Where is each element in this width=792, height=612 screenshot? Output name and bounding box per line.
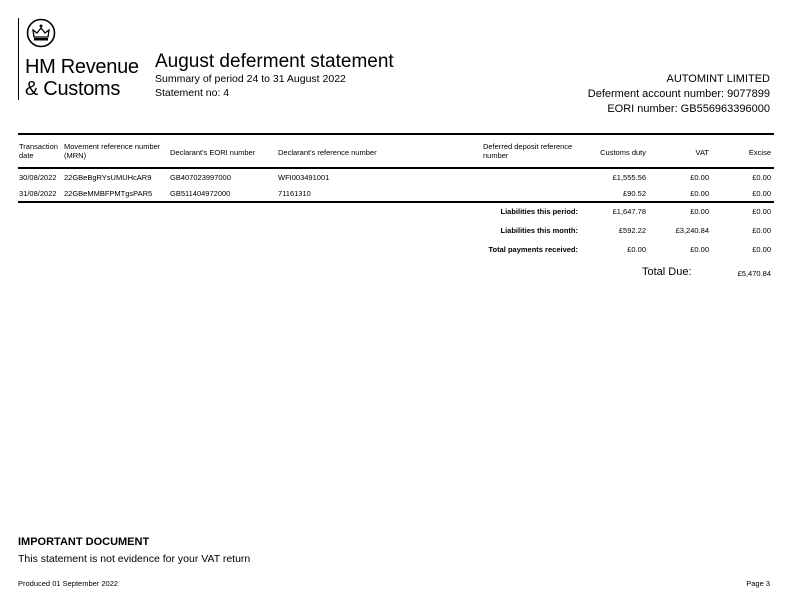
total-due-value: £5,470.84 <box>737 269 771 278</box>
statement-meta <box>155 72 346 100</box>
row-mrn: 22GBeBgRYsUMUHcAR9 <box>64 173 152 182</box>
month-customs-duty: £592.22 <box>618 226 646 235</box>
header-transaction-date: Transaction date <box>19 142 58 160</box>
row-vat: £0.00 <box>690 173 709 182</box>
header-bottom-rule <box>18 167 774 169</box>
page-title: August deferment statement <box>155 51 394 72</box>
header-customs-duty: Customs duty <box>600 148 646 157</box>
eori-number: EORI number: GB556963396000 <box>607 103 770 115</box>
month-excise: £0.00 <box>752 226 771 235</box>
table-bottom-rule <box>18 201 774 203</box>
month-label: Liabilities this month: <box>500 226 578 235</box>
statement-number: Statement no: 4 <box>155 87 230 99</box>
period-label: Liabilities this period: <box>500 207 578 216</box>
total-due-label: Total Due: <box>642 266 692 278</box>
payments-excise: £0.00 <box>752 245 771 254</box>
period-excise: £0.00 <box>752 207 771 216</box>
period-summary: Summary of period 24 to 31 August 2022 <box>155 73 346 85</box>
header-deposit-ref: Deferred deposit reference number <box>483 142 573 160</box>
header-vat: VAT <box>695 148 709 157</box>
deferment-account: Deferment account number: 9077899 <box>587 88 770 100</box>
period-vat: £0.00 <box>690 207 709 216</box>
row-customs-duty: £1,555.56 <box>612 173 646 182</box>
brand-line-2: & Customs <box>25 78 121 100</box>
payments-label: Total payments received: <box>488 245 578 254</box>
period-customs-duty: £1,647.78 <box>612 207 646 216</box>
row-eori: GB407023997000 <box>170 173 231 182</box>
row-excise: £0.00 <box>752 173 771 182</box>
page-number: Page 3 <box>746 579 770 588</box>
payments-vat: £0.00 <box>690 245 709 254</box>
header-excise: Excise <box>748 148 771 157</box>
table-top-rule <box>18 133 774 135</box>
logo-divider <box>18 18 19 100</box>
row-vat: £0.00 <box>690 189 709 198</box>
row-excise: £0.00 <box>752 189 771 198</box>
header-declarant-ref: Declarant's reference number <box>278 148 377 157</box>
row-eori: GB511404972000 <box>170 189 231 198</box>
company-info <box>588 72 770 117</box>
header-declarant-eori: Declarant's EORI number <box>170 148 256 157</box>
header-mrn: Movement reference number (MRN) <box>64 142 161 160</box>
produced-date: Produced 01 September 2022 <box>18 579 119 588</box>
crown-crest-icon <box>26 18 56 48</box>
brand-name <box>25 56 139 100</box>
row-ref: 71161310 <box>278 189 311 198</box>
important-title: IMPORTANT DOCUMENT <box>18 536 150 548</box>
month-vat: £3,240.84 <box>675 226 709 235</box>
row-date: 30/08/2022 <box>19 173 57 182</box>
company-name: AUTOMINT LIMITED <box>666 73 770 85</box>
important-text: This statement is not evidence for your VAT return <box>18 553 251 565</box>
brand-line-1: HM Revenue <box>25 56 139 78</box>
payments-customs-duty: £0.00 <box>627 245 646 254</box>
row-mrn: 22GBeMMBFPMTgsPAR5 <box>64 189 153 198</box>
row-date: 31/08/2022 <box>19 189 57 198</box>
row-customs-duty: £90.52 <box>623 189 646 198</box>
row-ref: WFI003491001 <box>278 173 330 182</box>
